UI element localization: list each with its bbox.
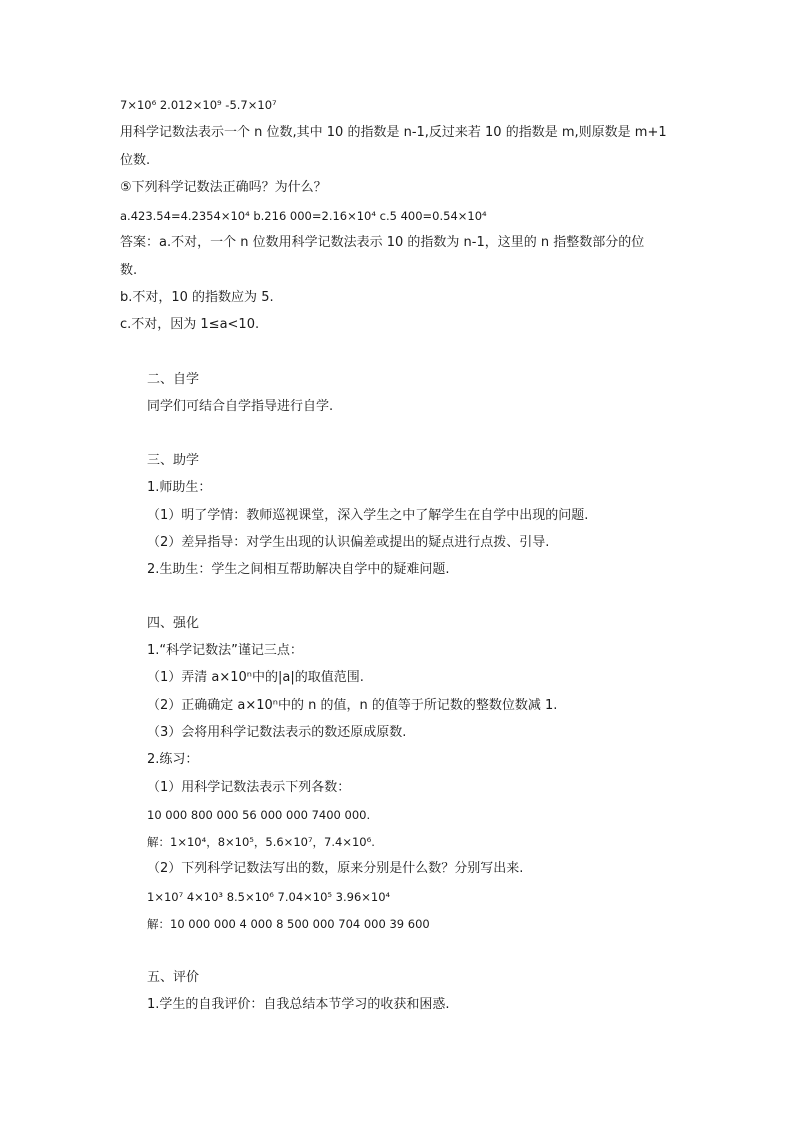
text-line: 1.“科学记数法”谨记三点： [147, 643, 303, 658]
section-heading: 二、自学 [147, 372, 200, 387]
text-line: 位数. [120, 153, 151, 168]
text-line: （3）会将用科学记数法表示的数还原成原数. [147, 725, 407, 740]
answer-line: 答案：a.不对，一个 n 位数用科学记数法表示 10 的指数为 n-1，这里的 n 指整数部分的位 [120, 235, 645, 250]
section-heading: 三、助学 [147, 453, 200, 468]
text-line: 2.生助生：学生之间相互帮助解决自学中的疑难问题. [147, 562, 450, 577]
text-line: c.不对，因为 1≤a<10. [120, 317, 260, 332]
text-line: 7×10⁶ 2.012×10⁹ -5.7×10⁷ [120, 98, 277, 112]
section-heading: 四、强化 [147, 616, 200, 631]
text-line: 同学们可结合自学指导进行自学. [147, 399, 334, 414]
text-line: 1.师助生： [147, 480, 212, 495]
section-heading: 五、评价 [147, 970, 200, 985]
text-line: （1）明了学情：教师巡视课堂，深入学生之中了解学生在自学中出现的问题. [147, 508, 589, 523]
text-line: 数. [120, 263, 138, 278]
text-line: （2）差异指导：对学生出现的认识偏差或提出的疑点进行点拨、引导. [147, 535, 550, 550]
text-line: a.423.54=4.2354×10⁴ b.216 000=2.16×10⁴ c.5 400=0.54×10⁴ [120, 209, 487, 223]
text-line: （2）正确确定 a×10ⁿ中的 n 的值，n 的值等于所记数的整数位数减 1. [147, 698, 558, 713]
text-line: （1）用科学记数法表示下列各数： [147, 780, 351, 795]
text-line: 1.学生的自我评价：自我总结本节学习的收获和困惑. [147, 997, 450, 1012]
text-line: （1）弄清 a×10ⁿ中的|a|的取值范围. [147, 670, 364, 685]
text-line: 用科学记数法表示一个 n 位数,其中 10 的指数是 n-1,反过来若 10 的指数是 m,则原数是 m+1 [120, 125, 667, 140]
text-line: 2.练习： [147, 752, 199, 767]
question-line: ⑤下列科学记数法正确吗？为什么？ [120, 180, 327, 195]
text-line: 解：1×10⁴，8×10⁵，5.6×10⁷，7.4×10⁶. [147, 835, 375, 849]
text-line: 1×10⁷ 4×10³ 8.5×10⁶ 7.04×10⁵ 3.96×10⁴ [147, 890, 391, 904]
text-line: 解：10 000 000 4 000 8 500 000 704 000 39 600 [147, 917, 430, 931]
text-line: （2）下列科学记数法写出的数，原来分别是什么数？分别写出来. [147, 861, 524, 876]
text-line: b.不对，10 的指数应为 5. [120, 290, 274, 305]
text-line: 10 000 800 000 56 000 000 7400 000. [147, 808, 371, 822]
